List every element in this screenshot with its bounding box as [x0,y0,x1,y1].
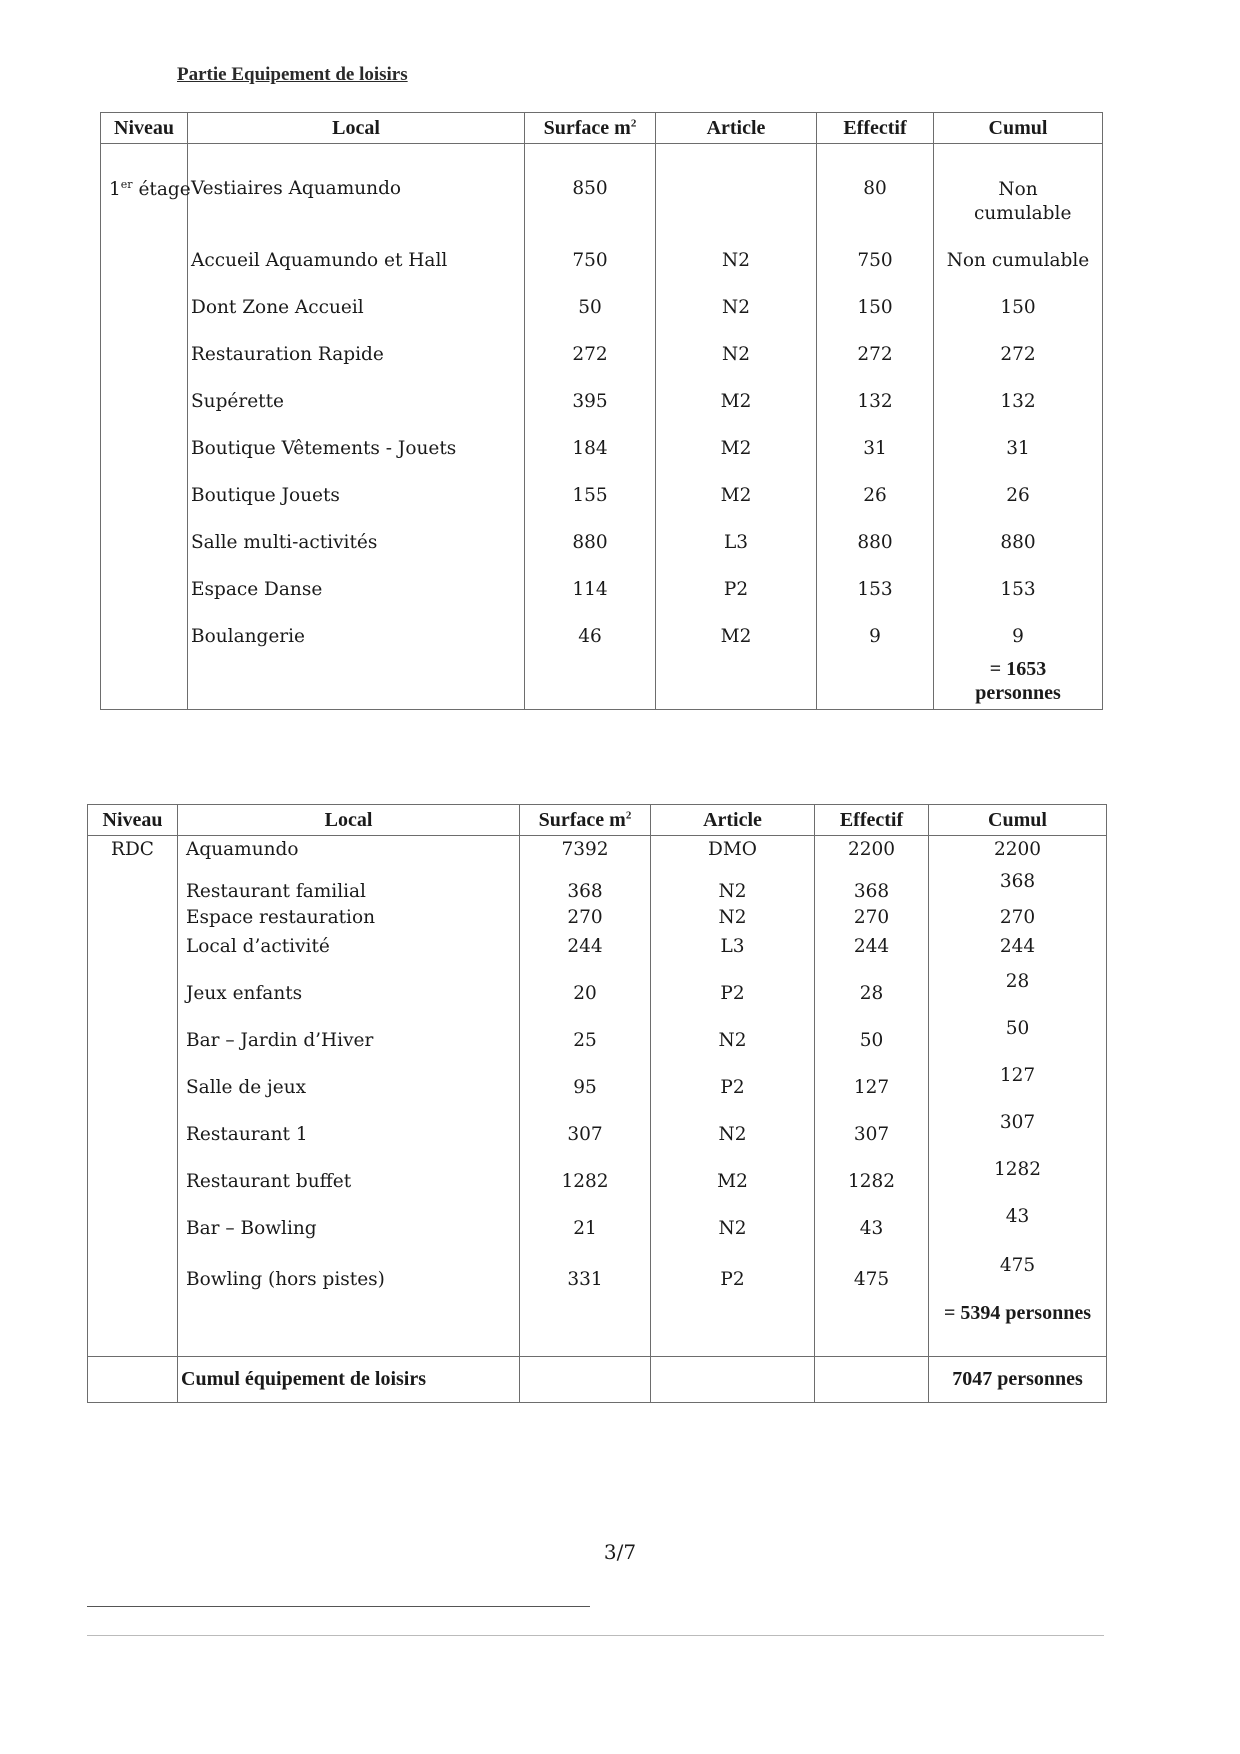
table-row [101,602,1103,649]
page-number: 3/7 [603,1540,637,1564]
cumul-cell: 368 [929,869,1107,905]
cumul-cell: 880 [934,508,1103,555]
surface-cell: 880 [525,508,656,555]
local-cell: Aquamundo [178,836,520,869]
footer-rule [87,1606,590,1607]
cumul-cell: Non cumulable [934,144,1103,227]
local-cell: Espace Danse [188,555,525,602]
table-row [88,1149,1107,1196]
local-cell: Vestiaires Aquamundo [188,144,525,227]
article-cell: L3 [656,508,817,555]
ground-floor-total: = 5394 personnes [929,1293,1107,1357]
cumul-cell: 50 [929,1008,1107,1055]
surface-cell: 395 [525,367,656,414]
table-row [101,144,1103,227]
local-cell: Restaurant buffet [178,1149,520,1196]
article-cell: N2 [651,1008,815,1055]
cumul-cell: 31 [934,414,1103,461]
col-header-cumul: Cumul [934,113,1103,144]
article-cell: N2 [656,273,817,320]
col-header-local: Local [178,805,520,836]
table-row [88,1102,1107,1149]
effectif-cell: 9 [817,602,934,649]
cumul-cell: 127 [929,1055,1107,1102]
level-cell: 1er étage [101,144,188,227]
article-cell [656,144,817,227]
table-header-row [101,113,1103,144]
surface-cell: 184 [525,414,656,461]
table-row [88,869,1107,905]
table-row [88,905,1107,933]
article-cell: N2 [656,320,817,367]
col-header-niveau: Niveau [101,113,188,144]
effectif-cell: 475 [815,1243,929,1293]
summary-total: 7047 personnes [929,1357,1107,1403]
article-cell: P2 [656,555,817,602]
effectif-cell: 50 [815,1008,929,1055]
local-cell: Restaurant 1 [178,1102,520,1149]
cumul-cell: 28 [929,961,1107,1008]
article-cell: P2 [651,1243,815,1293]
table-row [101,226,1103,273]
cumul-cell: 43 [929,1196,1107,1243]
surface-cell: 114 [525,555,656,602]
col-header-surface: Surface $m^2$ [525,113,656,144]
article-cell: N2 [656,226,817,273]
local-cell: Local d’activité [178,933,520,961]
cumul-cell: 26 [934,461,1103,508]
effectif-cell: 43 [815,1196,929,1243]
table-row [88,1008,1107,1055]
cumul-cell: 1282 [929,1149,1107,1196]
article-cell: M2 [656,461,817,508]
surface-cell: 750 [525,226,656,273]
article-cell: N2 [651,869,815,905]
surface-cell: 244 [520,933,651,961]
effectif-cell: 307 [815,1102,929,1149]
local-cell: Espace restauration [178,905,520,933]
article-cell: M2 [656,367,817,414]
effectif-cell: 31 [817,414,934,461]
table-row [88,836,1107,869]
local-cell: Bar – Bowling [178,1196,520,1243]
surface-cell: 25 [520,1008,651,1055]
section-title: Partie Equipement de loisirs [177,64,408,85]
table-total-row [88,1293,1107,1357]
table-header-row [88,805,1107,836]
article-cell: L3 [651,933,815,961]
table-total-row [101,649,1103,709]
article-cell: N2 [651,1196,815,1243]
effectif-cell: 880 [817,508,934,555]
effectif-cell: 153 [817,555,934,602]
col-header-effectif: Effectif [815,805,929,836]
table-row [88,961,1107,1008]
cumul-cell: 270 [929,905,1107,933]
cumul-cell: 307 [929,1102,1107,1149]
effectif-cell: 368 [815,869,929,905]
local-cell: Jeux enfants [178,961,520,1008]
local-cell: Boutique Jouets [188,461,525,508]
surface-cell: 850 [525,144,656,227]
article-cell: M2 [656,414,817,461]
summary-label: Cumul équipement de loisirs [178,1357,520,1403]
surface-cell: 1282 [520,1149,651,1196]
local-cell: Dont Zone Accueil [188,273,525,320]
col-header-cumul: Cumul [929,805,1107,836]
level-cell: RDC [88,836,178,869]
table-row [88,1243,1107,1293]
effectif-cell: 150 [817,273,934,320]
col-header-surface: Surface $m^2$ [520,805,651,836]
table-row [101,273,1103,320]
local-cell: Boutique Vêtements - Jouets [188,414,525,461]
article-cell: M2 [651,1149,815,1196]
surface-cell: 21 [520,1196,651,1243]
cumul-cell: 244 [929,933,1107,961]
local-cell: Salle de jeux [178,1055,520,1102]
surface-cell: 270 [520,905,651,933]
local-cell: Boulangerie [188,602,525,649]
cumul-cell: 475 [929,1243,1107,1293]
cumul-cell: 272 [934,320,1103,367]
col-header-effectif: Effectif [817,113,934,144]
effectif-cell: 26 [817,461,934,508]
surface-cell: 307 [520,1102,651,1149]
effectif-cell: 244 [815,933,929,961]
table-row [88,1055,1107,1102]
local-cell: Supérette [188,367,525,414]
cumul-cell: 150 [934,273,1103,320]
effectif-cell: 1282 [815,1149,929,1196]
article-cell: P2 [651,961,815,1008]
table-row [88,933,1107,961]
table-row [101,461,1103,508]
effectif-cell: 2200 [815,836,929,869]
surface-cell: 7392 [520,836,651,869]
table-summary-row [88,1357,1107,1403]
article-cell: M2 [656,602,817,649]
surface-cell: 95 [520,1055,651,1102]
table-row [101,414,1103,461]
table-row [101,508,1103,555]
col-header-article: Article [656,113,817,144]
surface-cell: 368 [520,869,651,905]
table-row [88,1196,1107,1243]
article-cell: P2 [651,1055,815,1102]
article-cell: N2 [651,905,815,933]
effectif-cell: 270 [815,905,929,933]
cumul-cell: 132 [934,367,1103,414]
table-ground-floor [87,804,1107,1403]
table-row [101,555,1103,602]
cumul-cell: Non cumulable [934,226,1103,273]
article-cell: N2 [651,1102,815,1149]
local-cell: Restaurant familial [178,869,520,905]
article-cell: DMO [651,836,815,869]
surface-cell: 331 [520,1243,651,1293]
local-cell: Salle multi-activités [188,508,525,555]
surface-cell: 46 [525,602,656,649]
surface-cell: 272 [525,320,656,367]
local-cell: Accueil Aquamundo et Hall [188,226,525,273]
cumul-cell: 2200 [929,836,1107,869]
footer-rule-light [87,1635,1104,1636]
local-cell: Bar – Jardin d’Hiver [178,1008,520,1055]
cumul-cell: 9 [934,602,1103,649]
col-header-local: Local [188,113,525,144]
table-row [101,367,1103,414]
table-first-floor [100,112,1103,710]
effectif-cell: 272 [817,320,934,367]
table-row [101,320,1103,367]
surface-cell: 50 [525,273,656,320]
col-header-article: Article [651,805,815,836]
surface-cell: 20 [520,961,651,1008]
effectif-cell: 28 [815,961,929,1008]
cumul-cell: 153 [934,555,1103,602]
effectif-cell: 80 [817,144,934,227]
effectif-cell: 132 [817,367,934,414]
local-cell: Restauration Rapide [188,320,525,367]
floor-total: = 1653 personnes [934,649,1103,709]
local-cell: Bowling (hors pistes) [178,1243,520,1293]
effectif-cell: 127 [815,1055,929,1102]
effectif-cell: 750 [817,226,934,273]
surface-cell: 155 [525,461,656,508]
col-header-niveau: Niveau [88,805,178,836]
